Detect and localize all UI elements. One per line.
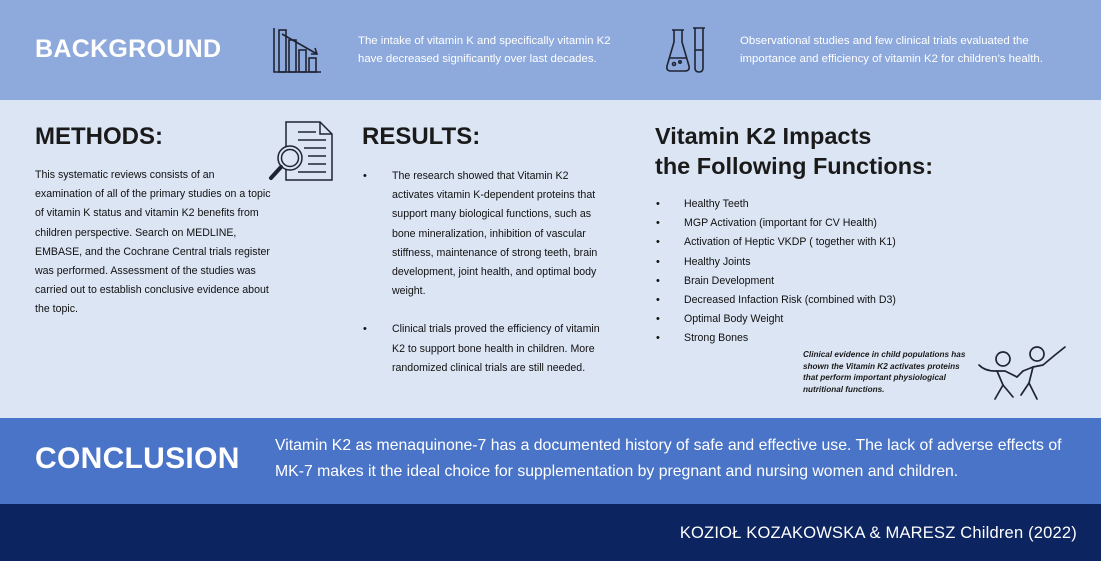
functions-title-line1: Vitamin K2 Impacts: [655, 123, 872, 149]
function-item: • MGP Activation (important for CV Health): [655, 214, 955, 233]
functions-title-line2: the Following Functions:: [655, 153, 934, 179]
function-item: • Healthy Joints: [655, 253, 955, 272]
document-magnifier-icon: [268, 120, 334, 182]
background-text-intake: The intake of vitamin K and specifically vitamin K2 have decreased significantly over last decades.: [358, 35, 611, 65]
conclusion-text: Vitamin K2 as menaquinone-7 has a documented history of safe and effective use. The lack of adverse effects of MK-7 makes it the ideal choice for supplementation by pregnant and nursing women and children.: [275, 437, 1062, 480]
function-item: • Healthy Teeth: [655, 195, 955, 214]
conclusion-section: [0, 418, 1101, 504]
methods-title: METHODS:: [35, 123, 163, 150]
main-section: [0, 100, 1101, 418]
function-item: • Decreased Infaction Risk (combined with D3): [655, 291, 955, 310]
function-item: • Brain Development: [655, 272, 955, 291]
footer-section: [0, 504, 1101, 561]
footer-citation: KOZIOŁ KOZAKOWSKA & MARESZ Children (2022): [679, 524, 1077, 542]
functions-list: [655, 195, 955, 349]
background-title: BACKGROUND: [35, 35, 222, 63]
results-item-clinical-trials: • Clinical trials proved the efficiency of vitamin K2 to support bone health in children. More randomized clinical trials are still needed.: [362, 320, 602, 378]
declining-bar-chart-icon: [271, 26, 323, 74]
laboratory-flask-icon: [664, 26, 708, 74]
methods-text: This systematic reviews consists of an examination of all of the primary studies on a topic of vitamin K status and vitamin K2 benefits from children perspective. Search on MEDLINE, EMBASE, and the Cochrane Central trials register was performed. Assessment of the studies was carried out to establish conclusive evidence about the topic.: [35, 169, 271, 316]
function-item: • Optimal Body Weight: [655, 310, 955, 329]
function-item: • Activation of Heptic VKDP ( together with K1): [655, 233, 955, 252]
background-text-studies: Observational studies and few clinical trials evaluated the importance and efficiency of vitamin K2 for children’s health.: [740, 35, 1043, 65]
background-section: [0, 0, 1101, 100]
function-item: • Strong Bones: [655, 329, 955, 348]
results-title: RESULTS:: [362, 123, 481, 150]
results-list: [362, 167, 602, 378]
results-item-proteins: • The research showed that Vitamin K2 activates vitamin K-dependent proteins that support many biological functions, such as bone mineralization, inhibition of vascular stiffness, maintenance of strong teeth, brain development, joint health, and optimal body weight.: [362, 167, 602, 301]
functions-title: [655, 121, 985, 181]
conclusion-title: CONCLUSION: [35, 442, 240, 475]
functions-note: Clinical evidence in child populations has shown the Vitamin K2 activates proteins that perform important physiological nutritional functions.: [803, 350, 966, 394]
children-playing-icon: [977, 345, 1069, 403]
